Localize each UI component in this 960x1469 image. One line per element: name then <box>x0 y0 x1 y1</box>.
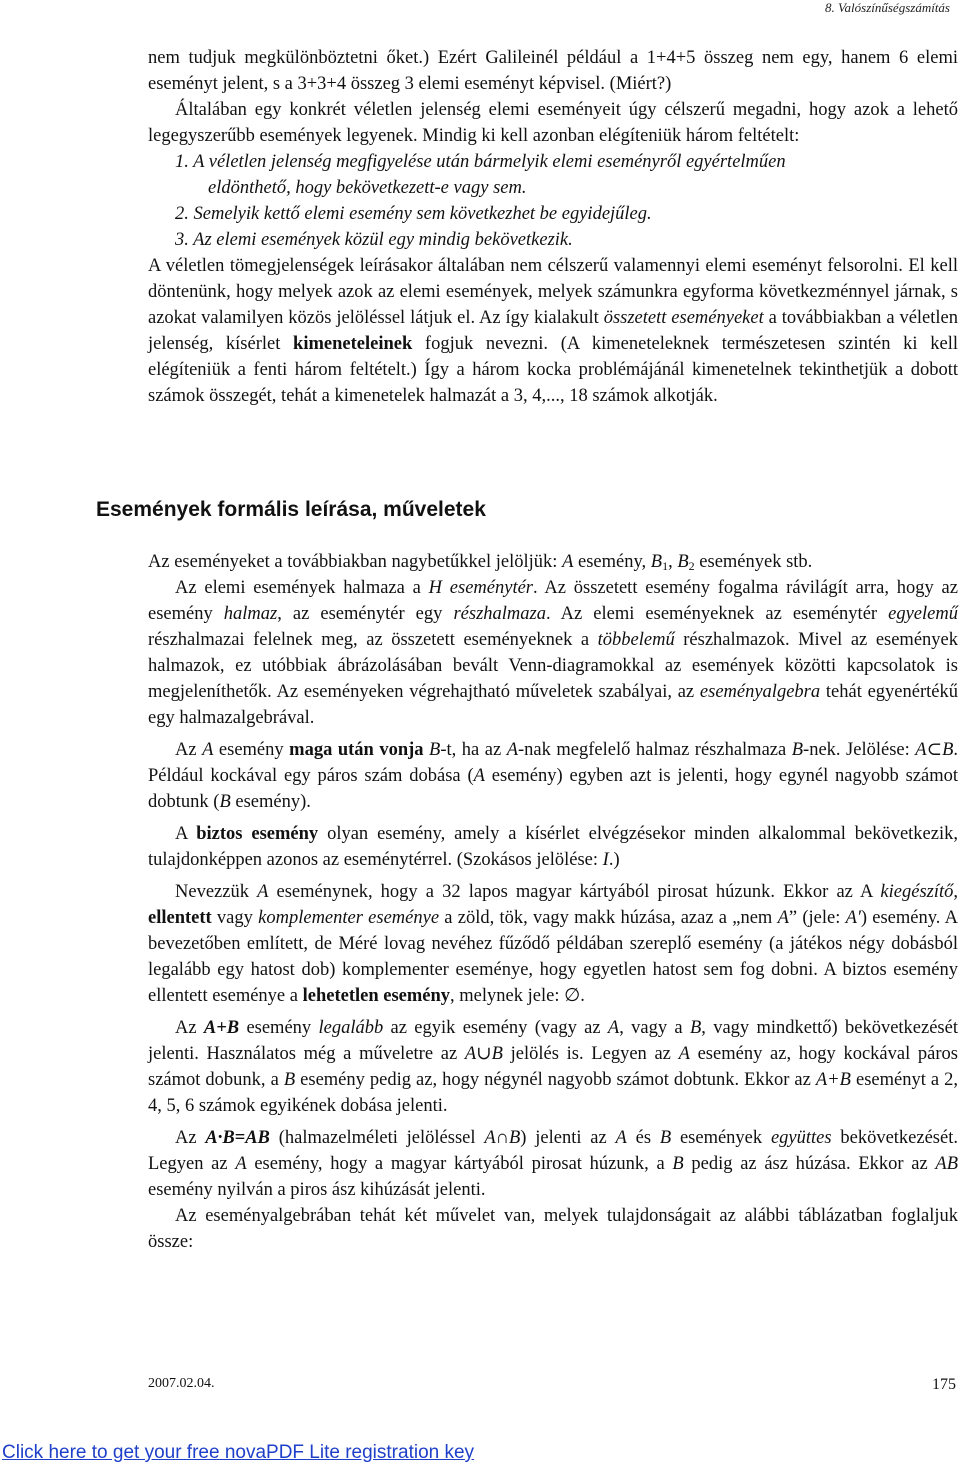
paragraph-osszefoglalas: Az eseményalgebrában tehát két művelet van, melyek tulajdonságait az alábbi táblázatban foglaljuk össze: <box>148 1206 958 1252</box>
paragraph-kimenetelek: A véletlen tömegjelenségek leírásakor általában nem célszerű valamennyi elemi eseményt felsorolni. El kell döntenünk, hogy melyek azok az elemi események, melyek számunkra egyforma következménnyel járnak, s azokat valamilyen közös jelöléssel látjuk el. Az így kialakult összetett eseményeket a továbbiakban a véletlen jelenség, kísérlet kimeneteleinek fogjuk nevezni. (A kimeneteleknek természetesen szintén ki kell elégíteniük a fenti három feltételt.) Így a három kocka problémájánál kimenetelnek tekinthetjük a dobott számok összegét, tehát a kimenetelek halmazát a 3, 4,..., 18 számok alkotják. <box>148 256 958 406</box>
novapdf-registration-link[interactable]: Click here to get your free novaPDF Lite registration key <box>2 1442 475 1463</box>
section-heading: Események formális leírása, műveletek <box>96 498 486 521</box>
section-formal <box>148 549 958 1255</box>
paragraph-biztos-esemeny: A biztos esemény olyan esemény, amely a kísérlet elvégzésekor minden alkalommal bekövetkezik, tulajdonképpen azonos az eseménytérrel. (Szokásos jelölése: I.) <box>148 824 958 870</box>
list-item: 3. Az elemi események közül egy mindig bekövetkezik. <box>175 230 573 250</box>
paragraph-osszeg: Az A+B esemény legalább az egyik esemény (vagy az A, vagy a B, vagy mindkettő) bekövetkezését jelenti. Használatos még a műveletre az A∪B jelölés is. Legyen az A esemény az, hogy kockával páros számot dobunk, a B esemény pedig az, hogy négynél nagyobb számot dobtunk. Ekkor az A+B eseményt a 2, 4, 5, 6 számok egyikének dobása jelenti. <box>148 1018 958 1116</box>
list-item: 2. Semelyik kettő elemi esemény sem következhet be egyidejűleg. <box>175 204 652 224</box>
paragraph-maga-utan-vonja: Az A esemény maga után vonja B-t, ha az A-nak megfelelő halmaz részhalmaza B-nek. Jelölése: A⊂B. Például kockával egy páros szám dobása (A esemény) egyben azt is jelenti, hogy egynél nagyobb számot dobtunk (B esemény). <box>148 740 958 812</box>
conditions-list <box>148 149 958 253</box>
paragraph-jelolesek: Az eseményeket a továbbiakban nagybetűkkel jelöljük: A esemény, $B_1$, $B_2$ események stb. <box>148 552 813 573</box>
running-head: 8. Valószínűségszámítás <box>825 0 950 15</box>
paragraph-galilei: nem tudjuk megkülönböztetni őket.) Ezért Galileinél például a 1+4+5 összeg nem egy, hanem 6 elemi eseményt jelent, s a 3+3+4 összeg 3 elemi eseményt képvisel. (Miért?) <box>148 48 958 94</box>
paragraph-szorzat: Az A·B=AB (halmazelméleti jelöléssel A∩B) jelenti az A és B események együttes bekövetkezését. Legyen az A esemény, hogy a magyar kártyából pirosat húzunk, a B pedig az ász húzása. Ekkor az AB esemény nyilván a piros ász kihúzását jelenti. <box>148 1128 958 1200</box>
footer-date: 2007.02.04. <box>148 1376 215 1391</box>
page-number: 175 <box>932 1376 956 1393</box>
list-item: 1. A véletlen jelenség megfigyelése után bármelyik elemi eseményről egyértelműen eldönthető, hogy bekövetkezett-e vagy sem. <box>175 152 786 198</box>
paragraph-esemenyter: Az elemi események halmaza a H eseménytér. Az összetett esemény fogalma rávilágít arra, hogy az esemény halmaz, az eseménytér egy részhalmaza. Az elemi eseményeknek az eseménytér egyelemű részhalmazai felelnek meg, az összetett eseményeknek a többelemű részhalmazok. Mivel az események halmazok, ez utóbbiak ábrázolásában bevált Venn-diagramokkal az események közötti kapcsolatok is megjeleníthetők. Az eseményeken végrehajtható műveletek szabályai, az eseményalgebra tehát egyenértékű egy halmazalgebrával. <box>148 578 958 728</box>
paragraph-komplementer: Nevezzük A eseménynek, hogy a 32 lapos magyar kártyából pirosat húzunk. Ekkor az A kiegészítő, ellentett vagy komplementer eseménye a zöld, tök, vagy makk húzása, azaz a „nem A” (jele: A') esemény. A bevezetőben említett, de Méré lovag nevéhez fűződő példában szereplő esemény (a játékos négy dobásból legalább egy hatost dob) komplementer eseménye, hogy egyetlen hatost sem fog dobni. A biztos esemény ellentett eseménye a lehetetlen esemény, melynek jele: ∅. <box>148 882 958 1006</box>
section-intro <box>148 45 958 409</box>
paragraph-elemi-esemenyek: Általában egy konkrét véletlen jelenség elemi eseményeit úgy célszerű megadni, hogy azok a lehető legegyszerűbb események legyenek. Mindig ki kell azonban elégíteniük három feltételt: <box>148 100 958 146</box>
